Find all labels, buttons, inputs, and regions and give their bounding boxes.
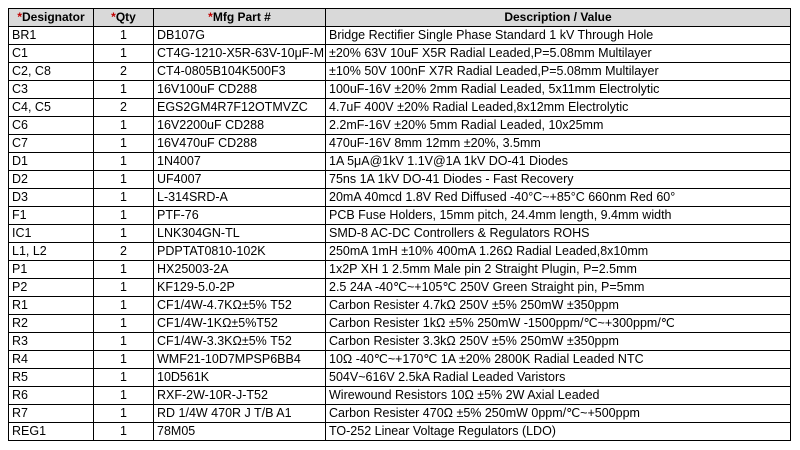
cell-mfg-part: RXF-2W-10R-J-T52 (154, 387, 326, 405)
cell-designator: P2 (9, 279, 94, 297)
cell-designator: R4 (9, 351, 94, 369)
cell-designator: C6 (9, 117, 94, 135)
table-row (9, 261, 791, 279)
cell-qty: 1 (94, 387, 154, 405)
cell-designator: F1 (9, 207, 94, 225)
cell-mfg-part: WMF21-10D7MPSP6BB4 (154, 351, 326, 369)
table-row (9, 189, 791, 207)
cell-qty: 2 (94, 63, 154, 81)
cell-designator: C7 (9, 135, 94, 153)
cell-mfg-part: RD 1/4W 470R J T/B A1 (154, 405, 326, 423)
cell-designator: R6 (9, 387, 94, 405)
table-row (9, 81, 791, 99)
cell-qty: 1 (94, 171, 154, 189)
table-row (9, 153, 791, 171)
header-row (9, 9, 791, 27)
table-row (9, 243, 791, 261)
table-row (9, 315, 791, 333)
cell-designator: C3 (9, 81, 94, 99)
header-qty-label: Qty (115, 10, 136, 24)
cell-mfg-part: KF129-5.0-2P (154, 279, 326, 297)
cell-mfg-part: UF4007 (154, 171, 326, 189)
cell-mfg-part: 10D561K (154, 369, 326, 387)
cell-mfg-part: 16V470uF CD288 (154, 135, 326, 153)
table-row (9, 117, 791, 135)
cell-description: 100uF-16V ±20% 2mm Radial Leaded, 5x11mm Electrolytic (326, 81, 791, 99)
cell-qty: 1 (94, 225, 154, 243)
bom-table (8, 8, 791, 441)
cell-mfg-part: PTF-76 (154, 207, 326, 225)
cell-description: 4.7uF 400V ±20% Radial Leaded,8x12mm Electrolytic (326, 99, 791, 117)
cell-qty: 2 (94, 243, 154, 261)
cell-designator: C4, C5 (9, 99, 94, 117)
cell-qty: 1 (94, 189, 154, 207)
cell-mfg-part: CF1/4W-4.7KΩ±5% T52 (154, 297, 326, 315)
cell-mfg-part: LNK304GN-TL (154, 225, 326, 243)
cell-designator: C2, C8 (9, 63, 94, 81)
cell-description: 10Ω -40℃~+170℃ 1A ±20% 2800K Radial Leaded NTC (326, 351, 791, 369)
cell-description: 470uF-16V 8mm 12mm ±20%, 3.5mm (326, 135, 791, 153)
cell-designator: R7 (9, 405, 94, 423)
cell-designator: D1 (9, 153, 94, 171)
cell-mfg-part: CF1/4W-1KΩ±5%T52 (154, 315, 326, 333)
cell-designator: R2 (9, 315, 94, 333)
cell-qty: 1 (94, 423, 154, 441)
cell-mfg-part: EGS2GM4R7F12OTMVZC (154, 99, 326, 117)
cell-description: ±20% 63V 10uF X5R Radial Leaded,P=5.08mm Multilayer (326, 45, 791, 63)
cell-description: 2.5 24A -40℃~+105℃ 250V Green Straight pin, P=5mm (326, 279, 791, 297)
cell-description: 20mA 40mcd 1.8V Red Diffused -40°C~+85°C 660nm Red 60° (326, 189, 791, 207)
cell-description: 75ns 1A 1kV DO-41 Diodes - Fast Recovery (326, 171, 791, 189)
table-row (9, 45, 791, 63)
cell-mfg-part: L-314SRD-A (154, 189, 326, 207)
cell-mfg-part: DB107G (154, 27, 326, 45)
table-row (9, 297, 791, 315)
cell-mfg-part: CT4G-1210-X5R-63V-10μF-M (154, 45, 326, 63)
cell-qty: 1 (94, 135, 154, 153)
table-row (9, 27, 791, 45)
cell-mfg-part: 16V100uF CD288 (154, 81, 326, 99)
cell-qty: 1 (94, 405, 154, 423)
cell-designator: R1 (9, 297, 94, 315)
cell-designator: R3 (9, 333, 94, 351)
cell-description: PCB Fuse Holders, 15mm pitch, 24.4mm length, 9.4mm width (326, 207, 791, 225)
cell-designator: L1, L2 (9, 243, 94, 261)
cell-mfg-part: PDPTAT0810-102K (154, 243, 326, 261)
cell-qty: 1 (94, 279, 154, 297)
table-row (9, 405, 791, 423)
header-qty: *Qty (94, 9, 154, 27)
cell-description: Carbon Resister 470Ω ±5% 250mW 0ppm/℃~+500ppm (326, 405, 791, 423)
cell-description: TO-252 Linear Voltage Regulators (LDO) (326, 423, 791, 441)
cell-description: ±10% 50V 100nF X7R Radial Leaded,P=5.08mm Multilayer (326, 63, 791, 81)
cell-designator: D3 (9, 189, 94, 207)
cell-qty: 1 (94, 369, 154, 387)
header-mfg-part: *Mfg Part # (154, 9, 326, 27)
table-row (9, 351, 791, 369)
table-row (9, 387, 791, 405)
cell-description: 2.2mF-16V ±20% 5mm Radial Leaded, 10x25mm (326, 117, 791, 135)
cell-qty: 1 (94, 117, 154, 135)
table-row (9, 369, 791, 387)
cell-qty: 1 (94, 153, 154, 171)
cell-qty: 1 (94, 81, 154, 99)
table-row (9, 171, 791, 189)
cell-qty: 1 (94, 207, 154, 225)
table-row (9, 225, 791, 243)
cell-mfg-part: CF1/4W-3.3KΩ±5% T52 (154, 333, 326, 351)
cell-qty: 1 (94, 261, 154, 279)
table-row (9, 207, 791, 225)
cell-description: 250mA 1mH ±10% 400mA 1.26Ω Radial Leaded,8x10mm (326, 243, 791, 261)
cell-designator: C1 (9, 45, 94, 63)
cell-qty: 1 (94, 297, 154, 315)
cell-qty: 1 (94, 351, 154, 369)
cell-mfg-part: 1N4007 (154, 153, 326, 171)
cell-description: Wirewound Resistors 10Ω ±5% 2W Axial Leaded (326, 387, 791, 405)
header-mfg-part-label: Mfg Part # (212, 10, 271, 24)
cell-designator: BR1 (9, 27, 94, 45)
cell-description: Carbon Resister 1kΩ ±5% 250mW -1500ppm/℃~+300ppm/℃ (326, 315, 791, 333)
cell-description: Carbon Resister 3.3kΩ 250V ±5% 250mW ±350ppm (326, 333, 791, 351)
cell-designator: P1 (9, 261, 94, 279)
cell-qty: 1 (94, 27, 154, 45)
cell-mfg-part: 78M05 (154, 423, 326, 441)
header-description: Description / Value (326, 9, 791, 27)
cell-designator: REG1 (9, 423, 94, 441)
table-row (9, 279, 791, 297)
cell-designator: R5 (9, 369, 94, 387)
cell-description: 1A 5μA@1kV 1.1V@1A 1kV DO-41 Diodes (326, 153, 791, 171)
header-designator-label: Designator (21, 10, 85, 24)
header-designator: *Designator (9, 9, 94, 27)
cell-mfg-part: CT4-0805B104K500F3 (154, 63, 326, 81)
table-row (9, 333, 791, 351)
table-row (9, 135, 791, 153)
cell-designator: D2 (9, 171, 94, 189)
cell-description: 504V~616V 2.5kA Radial Leaded Varistors (326, 369, 791, 387)
table-row (9, 423, 791, 441)
cell-description: Carbon Resister 4.7kΩ 250V ±5% 250mW ±350ppm (326, 297, 791, 315)
cell-designator: IC1 (9, 225, 94, 243)
cell-qty: 1 (94, 333, 154, 351)
cell-description: 1x2P XH 1 2.5mm Male pin 2 Straight Plugin, P=2.5mm (326, 261, 791, 279)
cell-mfg-part: HX25003-2A (154, 261, 326, 279)
cell-qty: 2 (94, 99, 154, 117)
cell-description: Bridge Rectifier Single Phase Standard 1 kV Through Hole (326, 27, 791, 45)
cell-mfg-part: 16V2200uF CD288 (154, 117, 326, 135)
bom-body (9, 27, 791, 441)
cell-qty: 1 (94, 45, 154, 63)
table-row (9, 99, 791, 117)
table-row (9, 63, 791, 81)
cell-qty: 1 (94, 315, 154, 333)
cell-description: SMD-8 AC-DC Controllers & Regulators ROHS (326, 225, 791, 243)
